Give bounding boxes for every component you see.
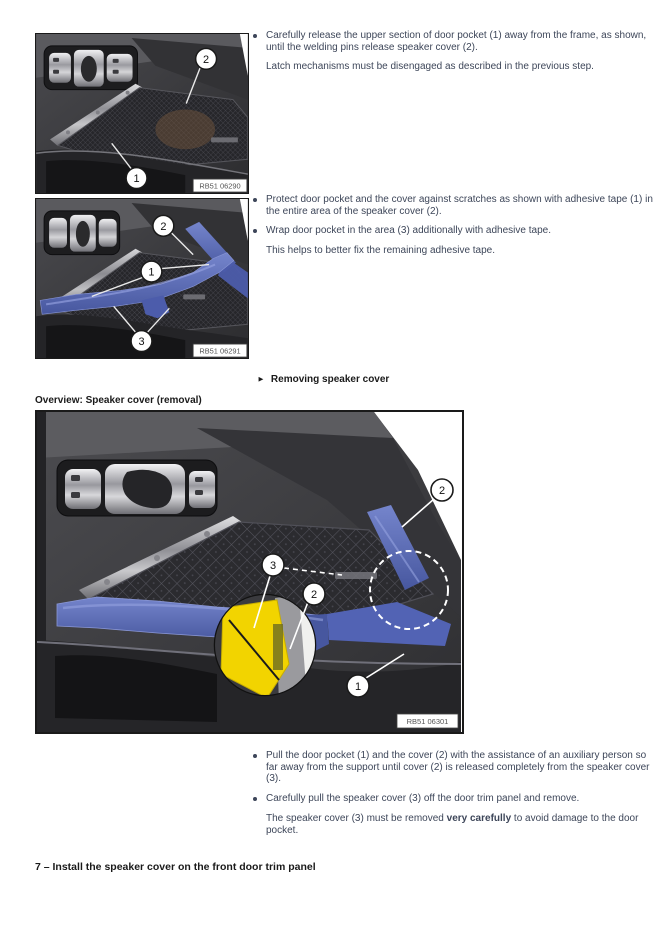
window-switch-cluster — [57, 460, 217, 516]
svg-text:2: 2 — [203, 53, 210, 66]
callout-1 — [347, 675, 369, 697]
svg-text:3: 3 — [138, 336, 145, 349]
instruction-note: This helps to better fix the remaining adhesive tape. — [266, 245, 496, 257]
next-step-heading: 7 – Install the speaker cover on the front door trim panel — [35, 861, 316, 873]
instructions-release — [253, 30, 657, 81]
callout-1 — [126, 168, 147, 189]
bullet-icon — [253, 194, 266, 217]
note-text-after: to avoid damage to the door pocket. — [266, 812, 639, 836]
instructions-protect — [253, 194, 657, 265]
svg-text:RB51 06291: RB51 06291 — [199, 346, 241, 356]
section-heading-removing — [257, 374, 389, 385]
callout-2 — [153, 215, 174, 236]
figure-label — [397, 714, 458, 728]
instruction-bullet — [253, 30, 657, 53]
door-panel-photo-1 — [36, 34, 248, 193]
instruction-text: Wrap door pocket in the area (3) additionally with adhesive tape. — [266, 225, 551, 237]
note-text-bold: very carefully — [446, 812, 512, 824]
svg-text:RB51 06290: RB51 06290 — [199, 181, 241, 191]
triangle-arrow-icon: ► — [257, 374, 265, 384]
bullet-icon — [253, 225, 266, 237]
instruction-bullet — [253, 793, 657, 805]
instruction-bullet — [253, 194, 657, 217]
note-text-before: The speaker cover (3) must be removed — [266, 812, 447, 824]
svg-text:1: 1 — [354, 681, 362, 693]
svg-text:1: 1 — [133, 173, 140, 186]
instruction-note — [266, 813, 657, 836]
instruction-note: Latch mechanisms must be disengaged as described in the previous step. — [266, 61, 594, 73]
instruction-bullet — [253, 225, 657, 237]
svg-text:2: 2 — [310, 589, 318, 601]
instructions-pull — [253, 750, 657, 844]
svg-text:RB51 06301: RB51 06301 — [406, 717, 449, 726]
callout-1 — [141, 261, 162, 282]
bullet-icon — [253, 30, 266, 53]
door-panel-photo-2 — [36, 199, 248, 358]
window-switch-cluster — [44, 46, 137, 90]
svg-text:2: 2 — [438, 485, 446, 497]
callout-2 — [196, 48, 217, 69]
bullet-icon — [253, 750, 266, 785]
figure-label — [193, 344, 247, 357]
instruction-text: Carefully pull the speaker cover (3) off the door trim panel and remove. — [266, 793, 580, 805]
bullet-icon — [253, 793, 266, 805]
callout-3 — [262, 554, 284, 576]
overview-label: Overview: Speaker cover (removal) — [35, 395, 202, 406]
instruction-bullet — [253, 750, 657, 785]
figure-adhesive-tape — [35, 198, 249, 359]
instruction-text: Carefully release the upper section of door pocket (1) away from the frame, as shown, until the welding pins release speaker cover (2). — [266, 30, 647, 53]
callout-2-top — [431, 479, 453, 501]
instruction-text: Protect door pocket and the cover against scratches as shown with adhesive tape (1) in the entire area of the speaker cover (2). — [266, 194, 653, 217]
figure-overview-removal — [35, 410, 464, 734]
svg-text:2: 2 — [160, 220, 167, 233]
door-panel-photo-3 — [37, 412, 462, 732]
instruction-text: Pull the door pocket (1) and the cover (2) with the assistance of an auxiliary person so far away from the support until cover (2) is released completely from the speaker cover (3). — [266, 750, 650, 785]
svg-text:3: 3 — [269, 560, 277, 572]
callout-2-inner — [303, 583, 325, 605]
section-heading-text: Removing speaker cover — [270, 374, 390, 385]
callout-3 — [131, 331, 152, 352]
svg-text:1: 1 — [148, 266, 155, 279]
figure-label — [193, 179, 247, 192]
window-switch-cluster — [44, 211, 120, 255]
figure-door-pocket-release — [35, 33, 249, 194]
